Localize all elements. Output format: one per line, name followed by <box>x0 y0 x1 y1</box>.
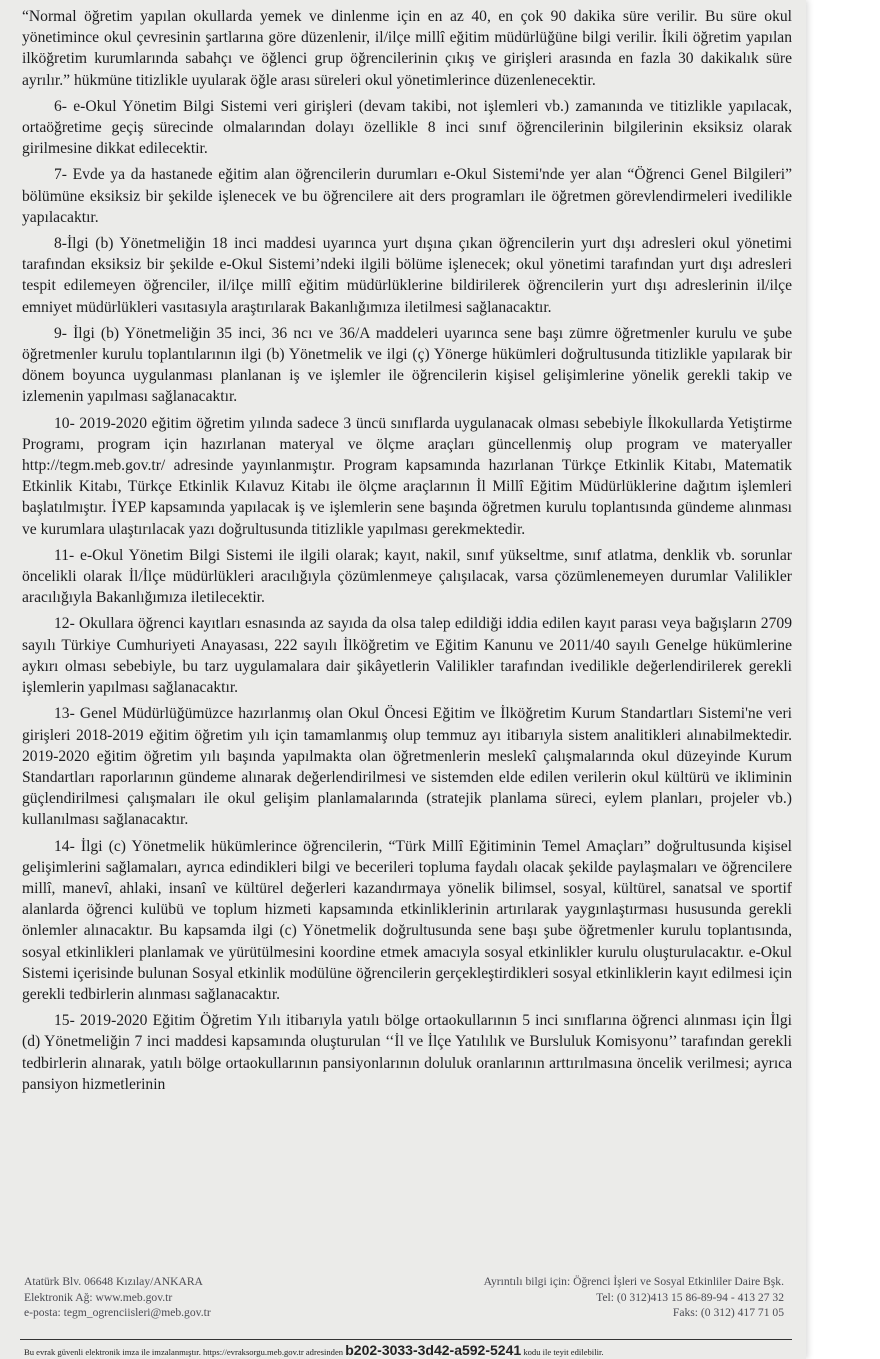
footer-contact-right <box>484 1274 784 1321</box>
paragraph-item-7: 7- Evde ya da hastanede eğitim alan öğrencilerin durumları e-Okul Sistemi'nde yer alan “Öğrenci Genel Bilgileri” bölümüne eksiksiz bir şekilde işlenecek ve bu öğrencilere ait ders programları ile öğretmen görevlendirmeleri ivedilikle yapılacaktır. <box>22 166 792 226</box>
paragraph-item-8: 8-İlgi (b) Yönetmeliğin 18 inci maddesi uyarınca yurt dışına çıkan öğrencilerin yurt dışı adresleri okul yönetimi tarafından eksiksiz bir şekilde e-Okul Sistemi’ndeki ilgili bölüme işlenecek; okul yönetimi tarafından yurt dışı adresleri tespit edilemeyen öğrenciler, il/ilçe millî eğitim müdürlüklerine bildirilerek öğrencilerin yurt dışı adreslerinin il/ilçe emniyet müdürlükleri vasıtasıyla araştırılarak Bakanlığımıza iletilmesi sağlanacaktır. <box>22 235 792 316</box>
footer-web: Elektronik Ağ: www.meb.gov.tr <box>24 1290 173 1304</box>
document-body <box>22 6 792 1100</box>
footer-divider <box>20 1339 792 1340</box>
footer-email: e-posta: tegm_ogrenciisleri@meb.gov.tr <box>24 1306 211 1319</box>
paragraph-item-6: 6- e-Okul Yönetim Bilgi Sistemi veri girişleri (devam takibi, not işlemleri vb.) zamanında ve titizlikle yapılacak, ortaöğretime geçiş sürecinde olmalarından dolayı özellikle 8 inci sınıf öğrencilerinin bilgilerinin eksiksiz olarak girilmesine dikkat edilecektir. <box>22 97 792 158</box>
paragraph-item-15: 15- 2019-2020 Eğitim Öğretim Yılı itibarıyla yatılı bölge ortaokullarının 5 inci sınıflarına öğrenci alınması için İlgi (d) Yönetmeliğin 7 inci maddesi kapsamında oluşturulan ‘‘İl ve İlçe Yatılılık ve Bursluluk Komisyonu’’ tarafından gerekli tedbirlerin alınarak, yatılı bölge ortaokullarının pansiyonlarının doluluk oranlarının arttırılmasına öncelik verilmesi; ayrıca pansiyon hizmetlerinin <box>22 1012 792 1093</box>
paragraph-continuation: “Normal öğretim yapılan okullarda yemek ve dinlenme için en az 40, en çok 90 dakika süre verilir. Bu süre okul yönetimince okul çevresinin şartlarına göre düzenlenir, il/ilçe millî eğitim müdürlüğüne bilgi verilir. İkili öğretim yapılan ilköğretim kurumlarında sabahçı ve öğlenci grup öğrencilerinin çıkış ve girişleri arasında en fazla 30 dakikalık süre ayrılır.” hükmüne titizlikle uyularak öğle arası süreleri okul yönetimlerince düzenlenecektir. <box>22 8 792 89</box>
footer-info: Ayrıntılı bilgi için: Öğrenci İşleri ve Sosyal Etkinliler Daire Bşk. <box>483 1275 784 1288</box>
verification-suffix: kodu ile teyit edilebilir. <box>523 1347 604 1357</box>
verification-code: b202-3033-3d42-a592-5241 <box>345 1342 522 1358</box>
paragraph-item-9: 9- İlgi (b) Yönetmeliğin 35 inci, 36 ncı ve 36/A maddeleri uyarınca sene başı zümre öğretmenler kurulu ve şube öğretmenler kurulu toplantılarının ilgi (b) Yönetmelik ve ilgi (ç) Yönerge hükümleri doğrultusunda titizlikle yapılarak bir dönem boyunca uygulanması planlanan iş ve işlemler ile öğrencilerin kişisel gelişimlerine yönelik gerekli takip ve izlemenin yapılması sağlanacaktır. <box>22 324 792 406</box>
verification-prefix: Bu evrak güvenli elektronik imza ile imzalanmıştır. https://evraksorgu.meb.gov.tr adresinden <box>24 1347 344 1357</box>
paragraph-item-13: 13- Genel Müdürlüğümüzce hazırlanmış olan Okul Öncesi Eğitim ve İlköğretim Kurum Standartları Sistemi'ne veri girişleri 2018-2019 eğitim öğretim yılı için tamamlanmış olup temmuz ayı itibarıyla sistem analitikleri alınabilmektedir. 2019-2020 eğitim öğretim yılı başında yapılmakta olan öğretmenlerin meslekî çalışmalarında okul düzeyinde Kurum Standartları raporlarının gündeme alınarak değerlendirilmesi ve sistemden elde edilen verilerin okul kültürü ve ikliminin güçlendirilmesi çalışmaları ile okul gelişim planlamalarında (stratejik planlama süreci, eylem planları, projeler vb.) kullanılması sağlanacaktır. <box>22 705 792 829</box>
paragraph-item-10: 10- 2019-2020 eğitim öğretim yılında sadece 3 üncü sınıflarda uygulanacak olması sebebiyle İlkokullarda Yetiştirme Programı, program için hazırlanan materyal ve ölçme araçları güncellenmiş olup program ve materyaller http://tegm.meb.gov.tr/ adresinde yayınlanmıştır. Program kapsamında hazırlanan Türkçe Etkinlik Kitabı, Matematik Etkinlik Kitabı, Türkçe Etkinlik Kılavuz Kitabı ile ölçme araçlarının İl Millî Eğitim Müdürlüklerine dağıtım işlemleri başlatılmıştır. İYEP kapsamında yapılacak iş ve işlemlerin sene başında öğretmen kurulu toplantısında gündeme alınması ve kurumlara ulaştırılacak yazı doğrultusunda titizlikle yapılması gerekmektedir. <box>22 414 792 538</box>
paragraph-item-14: 14- İlgi (c) Yönetmelik hükümlerince öğrencilerin, “Türk Millî Eğitiminin Temel Amaçları” doğrultusunda kişisel gelişimlerini sağlamaları, ayrıca edindikleri bilgi ve becerileri topluma faydalı olacak şekilde paylaşmaları ve öğrencilere millî, manevî, ahlaki, insanî ve kültürel değerleri kazandırmaya yönelik bilimsel, sosyal, kültürel, sanatsal ve sportif alanlarda öğrenci kulübü ve toplum hizmeti kapsamında etkinliklerinin artırılarak yaygınlaştırması hususunda gerekli önlemler alınacaktır. Bu kapsamda ilgi (c) Yönetmelik doğrultusunda sene başı şube öğretmenler kurulu toplantısında, sosyal etkinlikleri planlamak ve yürütülmesini koordine etmek amacıyla sosyal etkinlikler kurulu oluşturulacaktır. e-Okul Sistemi içerisinde bulunan Sosyal etkinlik modülüne öğrencilerin gerçekleştirdikleri sosyal etkinliklerin kayıt edilmesi için gerekli tedbirlerin alınması sağlanacaktır. <box>22 837 792 1003</box>
verification-line <box>24 1342 794 1358</box>
paragraph-item-11: 11- e-Okul Yönetim Bilgi Sistemi ile ilgili olarak; kayıt, nakil, sınıf yükseltme, sınıf atlatma, denklik vb. sorunlar öncelikli olarak İl/İlçe müdürlükleri aracılığıyla çözümlenmeye çalışılacak, varsa çözümlenemeyen durumlar Valilikler aracılığıyla Bakanlığımıza iletilecektir. <box>22 546 792 607</box>
footer-contact-left <box>24 1274 211 1321</box>
paragraph-item-12: 12- Okullara öğrenci kayıtları esnasında az sayıda da olsa talep edildiği iddia edilen kayıt parası veya bağışların 2709 sayılı Türkiye Cumhuriyeti Anayasası, 222 sayılı İlköğretim ve Eğitim Kanunu ve 2011/40 sayılı Genelge hükümlerine aykırı olması sebebiyle, bu tarz uygulamalara dair şikâyetlerin Valilikler tarafından ivedilikle değerlendirilerek gerekli işlemlerin yapılması sağlanacaktır. <box>22 615 792 697</box>
footer-address: Atatürk Blv. 06648 Kızılay/ANKARA <box>24 1275 203 1288</box>
footer-fax: Faks: (0 312) 417 71 05 <box>672 1306 784 1319</box>
footer-tel: Tel: (0 312)413 15 86-89-94 - 413 27 32 <box>596 1290 784 1304</box>
